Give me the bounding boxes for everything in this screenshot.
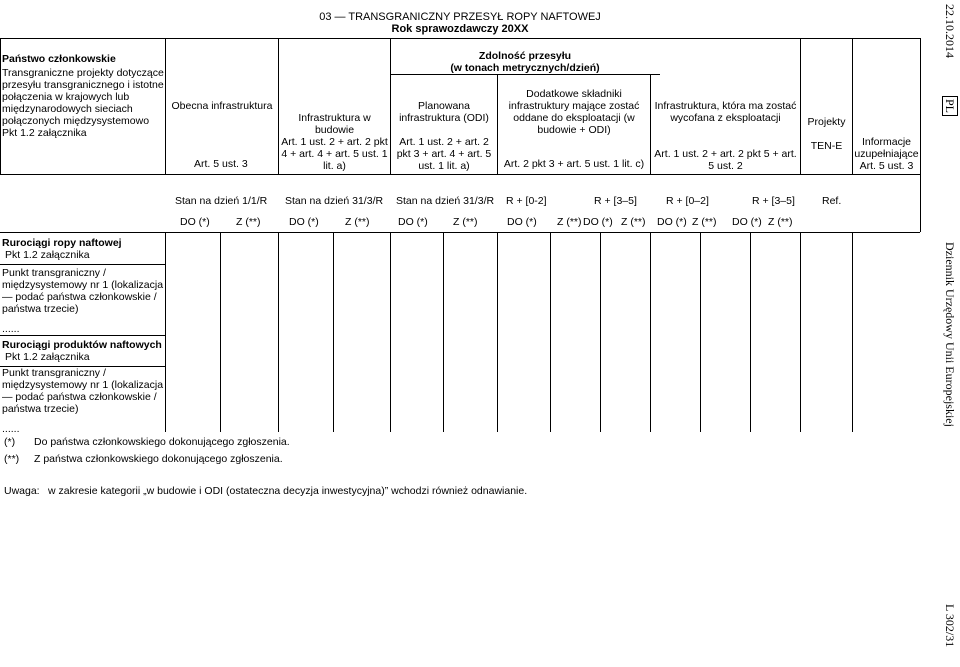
product-crossborder-point: Punkt transgraniczny / międzysystemowy nr 1 (lokalizacja — podać państwa członkowskie / państwa trzecie) <box>2 367 164 415</box>
direction-label: DO (*) <box>180 216 210 228</box>
planned-infra-header: Planowana infrastruktura (ODI) <box>399 100 489 124</box>
title-line-1: 03 — TRANSGRANICZNY PRZESYŁ ROPY NAFTOWEJ <box>319 11 601 23</box>
decommission-header: Infrastruktura, która ma zostać wycofana z eksploatacji <box>654 100 797 124</box>
under-construction-ref: Art. 1 ust. 2 + art. 2 pkt 4 + art. 4 + art. 5 ust. 1 lit. a) <box>281 136 388 172</box>
date-label: R + [3–5] <box>594 195 637 207</box>
direction-label: Z (**) <box>557 216 582 228</box>
oil-pipelines-title: Rurociągi ropy naftowej <box>2 237 122 249</box>
direction-label: Z (**) <box>236 216 261 228</box>
direction-label: Z (**) <box>453 216 478 228</box>
direction-label: Z (**) <box>692 216 717 228</box>
additional-info-ref: Art. 5 ust. 3 <box>859 160 914 172</box>
member-state-description: Transgraniczne projekty dotyczące przesyłu transgranicznego i istotne połączenia w krajowych lub międzynarodowych sieciach połączonych międzysystemowo Pkt 1.2 załącznika <box>2 67 164 139</box>
additional-info-title: Informacje uzupełniające <box>854 136 919 160</box>
additional-components-ref: Art. 2 pkt 3 + art. 5 ust. 1 lit. c) <box>503 158 645 170</box>
footnote-to <box>4 436 15 448</box>
direction-label: DO (*) <box>583 216 613 228</box>
date-label: Stan na dzień 31/3/R <box>285 195 384 207</box>
date-label: Stan na dzień 31/3/R <box>396 195 495 207</box>
publication-date: 22.10.2014 <box>943 4 957 58</box>
existing-infra-header: Obecna infrastruktura <box>171 100 273 112</box>
date-label: R + [0–2] <box>666 195 709 207</box>
additional-info-header <box>853 136 920 172</box>
language-code-box: PL <box>942 96 958 116</box>
existing-infra-ref: Art. 5 ust. 3 <box>194 158 248 170</box>
member-state-title: Państwo członkowskie <box>2 53 116 65</box>
under-construction-header: Infrastruktura w budowie <box>298 112 371 136</box>
projects-title: Projekty <box>807 116 846 128</box>
oil-crossborder-point: Punkt transgraniczny / międzysystemowy nr 1 (lokalizacja — podać państwa członkowskie / państwa trzecie) <box>2 267 164 315</box>
journal-name: Dziennik Urzędowy Unii Europejskiej <box>943 242 957 427</box>
direction-label: Z (**) <box>768 216 793 228</box>
oil-ellipsis: ...... <box>2 323 20 335</box>
product-pipelines-title: Rurociągi produktów naftowych <box>2 339 162 351</box>
page-title <box>290 11 630 35</box>
product-pipelines-section <box>2 339 164 363</box>
date-label: R + [3–5] <box>752 195 795 207</box>
date-label: Ref. <box>822 195 842 207</box>
capacity-unit: (w tonach metrycznych/dzień) <box>450 62 600 74</box>
date-label: Stan na dzień 1/1/R <box>175 195 268 207</box>
oil-pipelines-ref: Pkt 1.2 załącznika <box>5 249 90 261</box>
note-text: w zakresie kategorii „w budowie i ODI (ostateczna decyzja inwestycyjna)” wchodzi również odnawianie. <box>48 485 528 497</box>
footnote-from-mark: (**) <box>4 453 20 465</box>
direction-label: DO (*) <box>398 216 428 228</box>
member-state-header <box>2 53 164 139</box>
capacity-title: Zdolność przesyłu <box>478 50 572 62</box>
direction-label: DO (*) <box>657 216 687 228</box>
oil-pipelines-section <box>2 237 164 261</box>
additional-components-header: Dodatkowe składniki infrastruktury mające zostać oddane do eksploatacji (w budowie + ODI) <box>508 88 640 136</box>
direction-label: Z (**) <box>621 216 646 228</box>
footnote-to-text: Do państwa członkowskiego dokonującego zgłoszenia. <box>34 436 290 448</box>
product-ellipsis: ...... <box>2 423 20 435</box>
direction-label: DO (*) <box>289 216 319 228</box>
projects-subtitle: TEN-E <box>810 140 843 152</box>
date-label: R + [0-2] <box>506 195 547 207</box>
direction-label: Z (**) <box>345 216 370 228</box>
page-reference: L 302/31 <box>943 604 957 648</box>
decommission-ref: Art. 1 ust. 2 + art. 2 pkt 5 + art. 5 ust. 2 <box>654 148 797 172</box>
footnote-from-text: Z państwa członkowskiego dokonującego zgłoszenia. <box>34 453 283 465</box>
note-label: Uwaga: <box>4 485 40 497</box>
capacity-header <box>390 50 660 74</box>
footnote-from <box>4 453 19 465</box>
title-line-2: Rok sprawozdawczy 20XX <box>391 23 529 35</box>
footnote-to-mark: (*) <box>4 436 16 448</box>
direction-label: DO (*) <box>732 216 762 228</box>
direction-label: DO (*) <box>507 216 537 228</box>
planned-infra-ref: Art. 1 ust. 2 + art. 2 pkt 3 + art. 4 + art. 5 ust. 1 lit. a) <box>396 136 492 172</box>
projects-header <box>801 116 852 152</box>
language-code <box>942 96 957 116</box>
product-pipelines-ref: Pkt 1.2 załącznika <box>5 351 90 363</box>
